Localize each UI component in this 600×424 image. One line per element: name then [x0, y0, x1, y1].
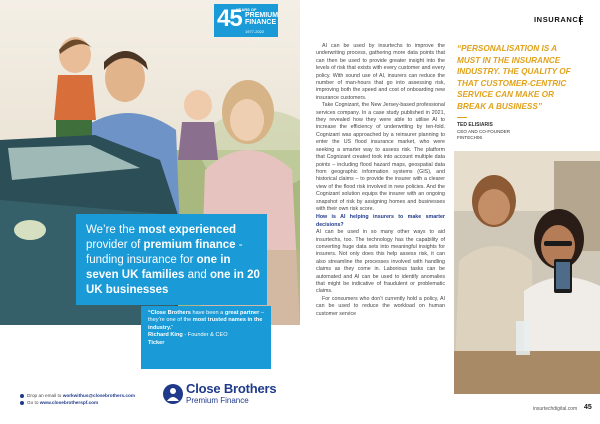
quote-part: ”: [171, 324, 174, 331]
headline-part: - funding insurance for: [86, 239, 243, 266]
article-paragraph: AI can be used by insurtechs to improve the underwriting process, gathering more data points that can then be used to provide greater insight into the levels of risk that exists with every customer and every policy. With sound use of AI, insurers can reduce the number of man-hours that go into assessing risk, improving both the speed and cost of onboarding new insurance customers.: [316, 43, 445, 101]
headline-bold: most experienced: [138, 224, 236, 236]
cafe-photo-illustration: [454, 151, 600, 394]
email-link[interactable]: workwithus@closebrothers.com: [62, 393, 135, 398]
cafe-photo: [454, 151, 600, 394]
award-title: PREMIUM FINANCE: [245, 12, 279, 26]
email-prefix: Drop an email to: [27, 393, 63, 398]
quote-bold: great partner: [224, 310, 260, 316]
article-paragraph: Take Cognizant, the New Jersey-based professional services company. In a case study published in 2021, they revealed how they were able to utilise AI to increase the efficiency of underwriting by ten-fold. Cognizant was approached by a reinsurer planning to enter the US flood insurance market, who were seeking a smarter way to assess risk. The platform that Cognizant created took into account multiple data points – including flood hazard maps, geospatial data from geographic information systems (GIS), and historical claims – to provide the insurer with a clearer view of the flood risk involved in new policies. And the Cognizant solution equips the insurer with an ongoing snapshot of risk by assigning homes and businesses with their own risk score.: [316, 102, 445, 212]
attribution-company: FINTECH06: [457, 135, 483, 140]
article-body: [316, 43, 445, 318]
logo-name: Close Brothers: [186, 381, 277, 396]
quote-part: – they’re one of the: [148, 310, 264, 324]
web-link[interactable]: www.closebrotherspf.com: [39, 400, 99, 405]
headline-text: [86, 223, 261, 298]
headline-part: and: [184, 269, 211, 281]
page-number: 45: [584, 404, 592, 411]
close-brothers-logo: [163, 381, 277, 409]
email-icon: [20, 394, 24, 398]
quote-author-role: - Founder & CEO: [182, 332, 228, 339]
article-subheading: How is AI helping insurers to make smarter decisions?: [316, 214, 445, 228]
contact-email-line: [20, 392, 135, 399]
quote-author: Richard King: [148, 332, 183, 339]
article-page: [300, 0, 600, 424]
pull-quote: “PERSONALISATION IS A MUST IN THE INSURANCE INDUSTRY. THE QUALITY OF THAT CUSTOMER-CENTRIC SERVICE CAN MAKE OR BREAK A BUSINESS”: [457, 44, 571, 111]
web-icon: [20, 401, 24, 405]
logo-mark-icon: [163, 383, 183, 405]
quote-bold: “Close Brothers: [148, 310, 191, 316]
attribution-title: CEO AND CO-FOUNDER: [457, 129, 511, 134]
article-paragraph: For consumers who don’t currently hold a policy, AI can be used to reduce the workload on human customer service: [316, 295, 445, 317]
headline-part: provider of: [86, 239, 144, 251]
footer-url[interactable]: insurtechdigital.com: [533, 406, 578, 412]
award-number: 45: [217, 5, 242, 32]
headline-bold: premium finance: [143, 239, 236, 251]
headline-box: [76, 214, 267, 305]
quote-bold: most trusted names in the industry.: [148, 317, 263, 331]
award-subtitle: 1977-2022: [245, 29, 265, 34]
headline-bold: one in seven UK families: [86, 254, 231, 281]
contact-details: [20, 392, 135, 406]
award-top-text: YEARS OF: [236, 7, 257, 12]
headline-part: We’re the: [86, 224, 139, 236]
attribution-name: TED ELISIARIS: [457, 122, 493, 128]
testimonial-text: [148, 310, 268, 347]
award-badge: [214, 4, 278, 37]
section-label: INSURANCE: [534, 15, 584, 24]
contact-web-line: [20, 399, 135, 406]
headline-bold: one in 20 UK businesses: [86, 269, 260, 296]
article-paragraph: AI can be used in so many other ways to aid insurtechs, too. The technology has the capability of converting huge data sets into meaningful insights for insurers. Not only does this help assess risk, it can also streamline the processes involved with handling claims as they come in. Laborious tasks can be automated and AI can be used to identify anomalies that might be indicative of fraudulent or problematic claims.: [316, 229, 445, 295]
web-prefix: Go to: [27, 400, 40, 405]
logo-subtitle: Premium Finance: [186, 396, 249, 405]
quote-part: have been a: [190, 310, 225, 316]
testimonial-box: [141, 306, 271, 369]
pull-quote-rule: [457, 117, 467, 118]
attribution-role: [457, 129, 577, 141]
quote-company: Ticker: [148, 339, 165, 346]
